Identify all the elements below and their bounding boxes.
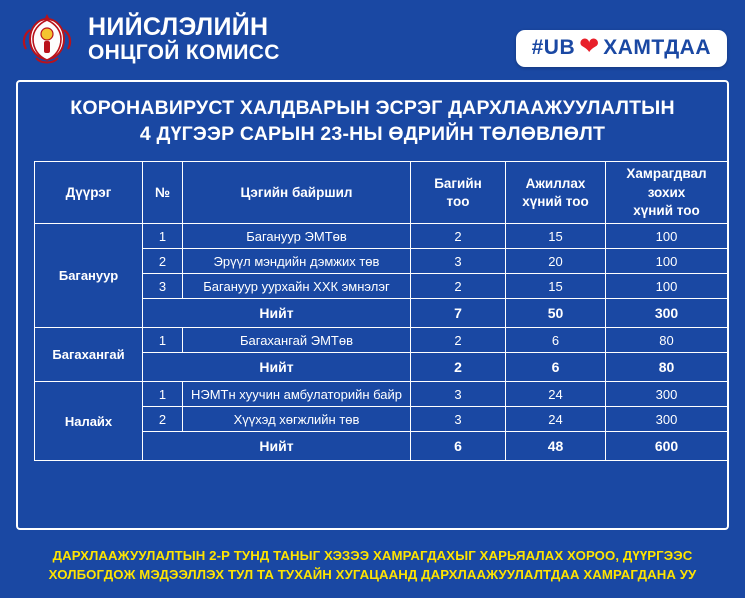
team-count-cell: 3	[411, 382, 506, 407]
team-count-cell: 3	[411, 249, 506, 274]
header-no: №	[143, 162, 183, 224]
total-target-count: 80	[606, 353, 728, 382]
target-count-cell: 80	[606, 328, 728, 353]
staff-count-cell: 6	[506, 328, 606, 353]
header-target-count-line2: хүний тоо	[633, 202, 700, 218]
org-title-line1: НИЙСЛЭЛИЙН	[88, 13, 269, 42]
district-cell: Багахангай	[35, 328, 143, 382]
content-card	[16, 80, 729, 530]
hashtag-prefix: #UB	[531, 36, 576, 59]
location-cell: Багануур уурхайн ХХК эмнэлэг	[183, 274, 411, 299]
target-count-cell: 300	[606, 407, 728, 432]
no-cell: 1	[143, 382, 183, 407]
organization-title	[88, 13, 280, 65]
total-label: Нийт	[143, 432, 411, 461]
staff-count-cell: 15	[506, 224, 606, 249]
table-body	[35, 224, 728, 461]
table-header	[35, 162, 728, 224]
no-cell: 1	[143, 224, 183, 249]
total-label: Нийт	[143, 299, 411, 328]
location-cell: Хүүхэд хөгжлийн төв	[183, 407, 411, 432]
header-target-count-line1: Хамрагдвал зохих	[626, 166, 707, 200]
team-count-cell: 2	[411, 224, 506, 249]
total-team-count: 7	[411, 299, 506, 328]
total-target-count: 300	[606, 299, 728, 328]
no-cell: 3	[143, 274, 183, 299]
staff-count-cell: 24	[506, 382, 606, 407]
total-staff-count: 48	[506, 432, 606, 461]
logo-block	[16, 8, 280, 70]
target-count-cell: 100	[606, 274, 728, 299]
table-header-row	[35, 162, 728, 224]
header-staff-count-line1: Ажиллах	[525, 175, 586, 191]
vaccination-plan-table	[34, 161, 728, 461]
table-row	[35, 328, 728, 353]
district-cell: Багануур	[35, 224, 143, 328]
staff-count-cell: 24	[506, 407, 606, 432]
no-cell: 2	[143, 249, 183, 274]
heart-icon: ❤	[579, 33, 600, 60]
target-count-cell: 300	[606, 382, 728, 407]
footer-line1: ДАРХЛААЖУУЛАЛТЫН 2-Р ТУНД ТАНЫГ ХЭЗЭЭ ХАМРАГДАХЫГ ХАРЬЯАЛАХ ХОРОО, ДҮҮРГЭЭС	[52, 547, 693, 563]
no-cell: 1	[143, 328, 183, 353]
page-title-line1: КОРОНАВИРУСТ ХАЛДВАРЫН ЭСРЭГ ДАРХЛААЖУУЛАЛТЫН	[70, 97, 675, 119]
footer-note	[0, 546, 745, 584]
location-cell: НЭМТн хуучин амбулаторийн байр	[183, 382, 411, 407]
total-staff-count: 6	[506, 353, 606, 382]
district-cell: Налайх	[35, 382, 143, 461]
team-count-cell: 2	[411, 328, 506, 353]
location-cell: Багануур ЭМТөв	[183, 224, 411, 249]
team-count-cell: 2	[411, 274, 506, 299]
location-cell: Багахангай ЭМТөв	[183, 328, 411, 353]
table-row	[35, 382, 728, 407]
no-cell: 2	[143, 407, 183, 432]
org-title-line2: ОНЦГОЙ КОМИСС	[88, 41, 280, 65]
total-staff-count: 50	[506, 299, 606, 328]
header-target-count	[606, 162, 728, 224]
header-location: Цэгийн байршил	[183, 162, 411, 224]
header-team-count	[411, 162, 506, 224]
target-count-cell: 100	[606, 249, 728, 274]
total-label: Нийт	[143, 353, 411, 382]
staff-count-cell: 20	[506, 249, 606, 274]
hashtag-badge	[516, 30, 727, 67]
soyombo-emblem-icon	[16, 8, 78, 70]
target-count-cell: 100	[606, 224, 728, 249]
total-team-count: 2	[411, 353, 506, 382]
hashtag-suffix: ХАМТДАА	[603, 36, 711, 59]
header-district: Дүүрэг	[35, 162, 143, 224]
header-team-count-line2: тоо	[446, 193, 470, 209]
header-staff-count	[506, 162, 606, 224]
total-team-count: 6	[411, 432, 506, 461]
table-row	[35, 224, 728, 249]
page-title-line2: 4 ДҮГЭЭР САРЫН 23-НЫ ӨДРИЙН ТӨЛӨВЛӨЛТ	[139, 122, 606, 145]
staff-count-cell: 15	[506, 274, 606, 299]
header-team-count-line1: Багийн	[434, 175, 482, 191]
header	[0, 0, 745, 78]
total-target-count: 600	[606, 432, 728, 461]
location-cell: Эрүүл мэндийн дэмжих төв	[183, 249, 411, 274]
footer-line2: ХОЛБОГДОЖ МЭДЭЭЛЛЭХ ТУЛ ТА ТУХАЙН ХУГАЦААНД ДАРХЛААЖУУЛАЛТДАА ХАМРАГДАНА УУ	[48, 566, 697, 582]
team-count-cell: 3	[411, 407, 506, 432]
header-staff-count-line2: хүний тоо	[522, 193, 589, 209]
page-title	[34, 96, 711, 147]
